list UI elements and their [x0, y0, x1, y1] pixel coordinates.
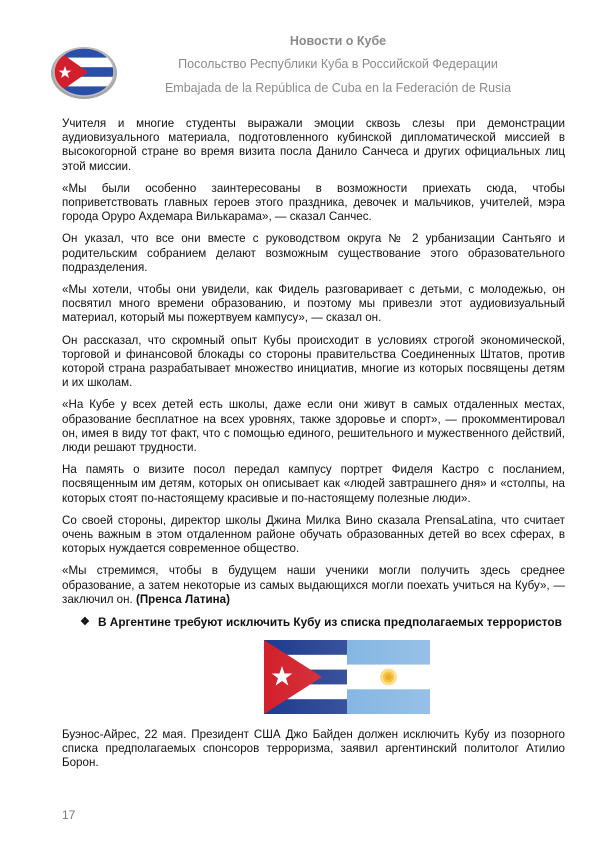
diamond-bullet-icon: ❖ — [80, 616, 90, 629]
news-headline-text: В Аргентине требуют исключить Кубу из списка предполагаемых террористов — [98, 615, 562, 630]
paragraph: Он указал, что все они вместе с руководством округа № 2 урбанизации Сантьяго и родительским собранием делают возможным существование этого образовательного подразделения. — [62, 232, 565, 274]
paragraph-with-source — [62, 564, 565, 607]
page-number: 17 — [62, 808, 76, 822]
paragraph: Буэнос-Айрес, 22 мая. Президент США Джо Байден должен исключить Кубу из позорного списка предполагаемых спонсоров терроризма, заявил аргентинский политолог Атилио Борон. — [62, 727, 565, 769]
header-title: Новости о Кубе — [289, 34, 387, 48]
paragraph: Со своей стороны, директор школы Джина Милка Вино сказала PrensaLatina, что считает очень важным в этом отдаленном районе обучать образованных детей во всех сферах, в которых нуждается современное общество. — [62, 513, 565, 556]
header-embassy-es: Embajada de la República de Cuba en la Federación de Rusia — [164, 81, 512, 95]
paragraph: «Мы были особенно заинтересованы в возможности приехать сюда, чтобы поприветствовать главных героев этого праздника, девочек и мальчиков, учителей, мэра города Оруро Ахдемара Вилькарама», — сказал Санчес. — [62, 181, 565, 224]
paragraph: Учителя и многие студенты выражали эмоции сквозь слезы при демонстрации аудиовизуального материала, подготовленного кубинской дипломатической миссией в высокогорной стране во время визита посла Данило Санчеса и других официальных лиц этой миссии. — [62, 117, 565, 173]
article-body — [62, 117, 565, 778]
cuba-flag-emblem-icon — [50, 44, 118, 100]
paragraph: На память о визите посол передал кампусу портрет Фиделя Кастро с посланием, посвященным им детям, которых он описывает как «людей завтрашнего дня» и «столпы, на которых стоят по-настоящему красивые и по-настоящему полезные люди». — [62, 463, 565, 505]
paragraph-text: «Мы стремимся, чтобы в будущем наши ученики могли получить здесь среднее образование, а затем некоторые из самых выдающихся могли поехать учиться на Кубу», — заключил он. — [62, 564, 565, 606]
header-embassy-ru: Посольство Республики Куба в Российской Федерации — [178, 57, 498, 71]
paragraph: «На Кубе у всех детей есть школы, даже если они живут в самых отдаленных местах, образование бесплатное на всех уровнях, также здоровье и спорт», — прокомментировал он, имея в виду тот факт, что с помощью единого, решительного и мужественного действий, люди решают трудности. — [62, 398, 565, 455]
news-headline — [62, 615, 565, 630]
cuba-argentina-flags-image — [264, 640, 430, 714]
news-source: (Пренса Латина) — [135, 592, 230, 606]
paragraph: Он рассказал, что скромный опыт Кубы происходит в условиях строгой экономической, торговой и финансовой блокады со стороны правительства Соединенных Штатов, против которой страна разрабатывает множество инициатив, многие из которых посвящены детям и их школам. — [62, 333, 565, 390]
paragraph: «Мы хотели, чтобы они увидели, как Фидель разговаривает с детьми, с молодежью, он посвятил много времени образованию, и поэтому мы привезли этот аудиовизуальный материал, который мы пожертвуем кампусу», — сказал он. — [62, 283, 565, 325]
page-header — [0, 0, 606, 108]
